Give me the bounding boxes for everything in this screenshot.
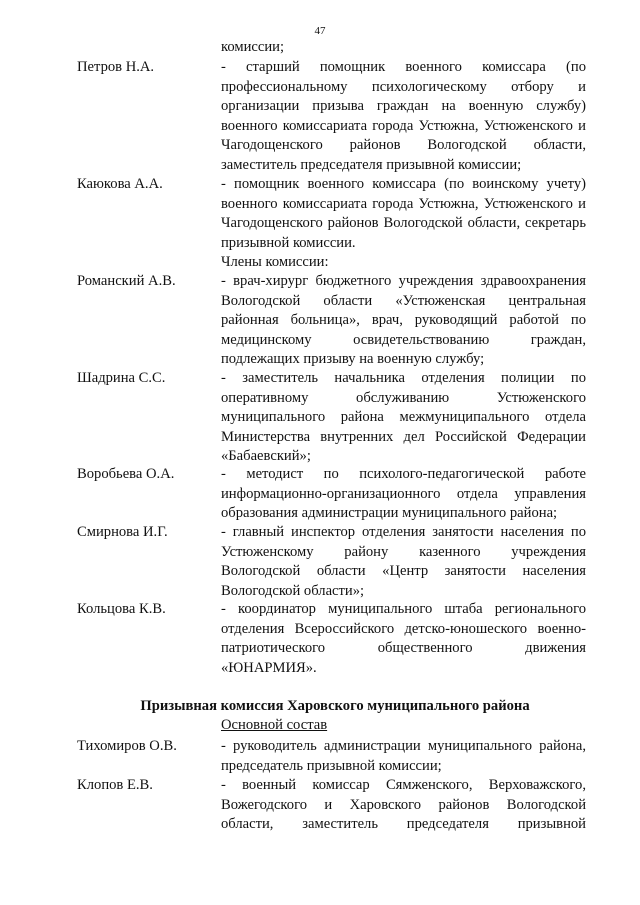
member-name: Клопов Е.В. [77,777,153,793]
member-name: Каюкова А.А. [77,176,163,192]
member-description: - врач-хирург бюджетного учреждения здравоохранения Вологодской области «Устюженская центральная районная больница», врач, руководящий работой по медицинскому освидетельствованию граждан, подлежащих призыву на военную службу; [221,273,586,367]
member-name: Романский А.В. [77,273,176,289]
member-name: Петров Н.А. [77,59,155,75]
section-subheading: Основной состав [221,717,328,733]
member-description: - руководитель администрации муниципального района, председатель призывной комиссии; [221,738,586,774]
member-name: Кольцова К.В. [77,601,166,617]
continued-text: комиссии; [221,39,285,55]
member-description: - главный инспектор отделения занятости населения по Устюженскому району казенного учреждения Вологодской области «Центр занятости населения Вологодской области»; [221,524,586,599]
member-name: Шадрина С.С. [77,370,166,386]
members-heading: Члены комиссии: [221,254,329,270]
member-description: - помощник военного комиссара (по воинскому учету) военного комиссариата города Устюжна, Устюженского и Чагодощенского районов Вологодской области, секретарь призывной комиссии. [221,176,586,251]
member-description: - методист по психолого-педагогической работе информационно-организационного отдела управления образования администрации муниципального района; [221,466,586,521]
section-heading: Призывная комиссия Харовского муниципального района [140,698,530,714]
member-description: - военный комиссар Сямженского, Верховажского, Вожегодского и Харовского районов Вологодской области, заместитель председателя призывной [221,777,586,832]
member-description: - старший помощник военного комиссара (по профессиональному психологическому отбору и организации призыва граждан на военную службу) военного комиссариата города Устюжна, Устюженского и Чагодощенского районов Вологодской области, заместитель председателя призывной комиссии; [221,59,586,173]
member-name: Воробьева О.А. [77,466,175,482]
member-description: - заместитель начальника отделения полиции по оперативному обслуживанию Устюженского муниципального района межмуниципального отдела Министерства внутренних дел Российской Федерации «Бабаевский»; [221,370,586,464]
page-number: 47 [314,25,326,37]
member-description: - координатор муниципального штаба регионального отделения Всероссийского детско-юношеского военно-патриотического общественного движения «ЮНАРМИЯ». [221,601,586,676]
member-name: Смирнова И.Г. [77,524,168,540]
member-name: Тихомиров О.В. [77,738,177,754]
